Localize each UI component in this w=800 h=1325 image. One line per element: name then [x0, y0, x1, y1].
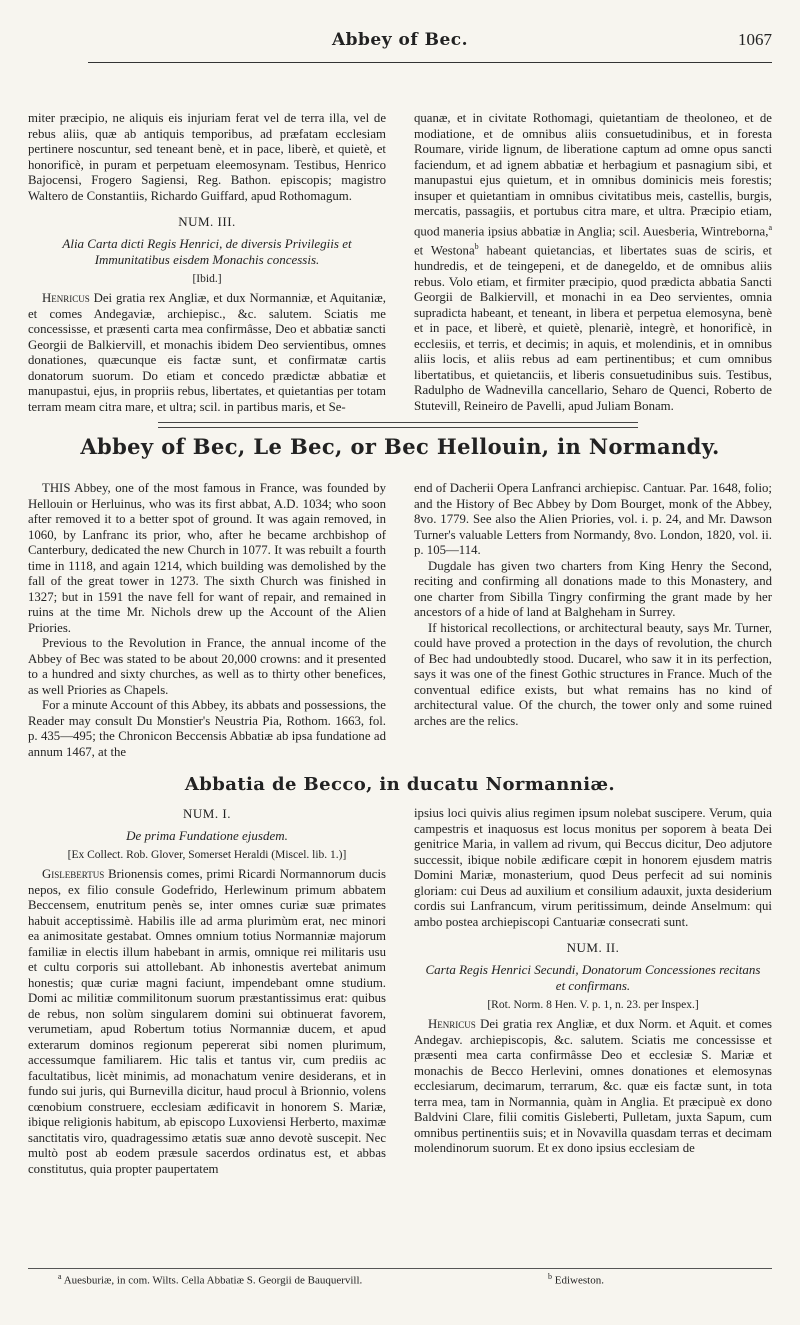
- section-divider: [158, 422, 638, 428]
- charter-source: [Ex Collect. Rob. Glover, Somerset Heraldi (Miscel. lib. 1.)]: [67, 848, 347, 861]
- right-column: [414, 806, 772, 1177]
- running-title: Abbey of Bec.: [331, 30, 469, 50]
- footnote-a: [28, 1272, 478, 1287]
- footnote-text: Ediweston.: [554, 1274, 604, 1287]
- left-column: [28, 806, 386, 1177]
- lead-word: Henricus: [428, 1017, 476, 1031]
- charter-continuation-section: [28, 111, 772, 415]
- charter-number: NUM. I.: [183, 806, 231, 821]
- paragraph-text: Dei gratia rex Angliæ, et dux Normanniæ, et Aquitaniæ, et comes Andegaviæ, archiepisc., &c. salutem. Sciatis me concessisse, et præsenti carta mea confirmâsse, Deo et abbatiæ sancti Georgii de Balkiervill, et monachis ibidem Deo servientibus, omnes donationes, quæcunque eis factæ sunt, et confirmatæ cartis donatorum suorum. Do etiam et concedo prædictæ abbatiæ et manupastui, ejus, in propriis rebus, libertates, et quietantias per totam terram meam citra mare, et ultra; scil. in partibus maris, et Se-: [28, 291, 386, 414]
- running-head: [28, 26, 772, 66]
- paragraph-text: et Westona: [414, 243, 475, 258]
- footnote-text: Auesburiæ, in com. Wilts. Cella Abbatiæ S. Georgii de Bauquervill.: [63, 1274, 363, 1287]
- paragraph: For a minute Account of this Abbey, its abbats and possessions, the Reader may consult Du Monstier's Neustria Pia, Rothom. 1663, fol. p. 435—495; the Chronicon Beccensis Abbatiæ ab ipsa fundatione ad annum 1467, at the: [28, 698, 386, 759]
- page-number: 1067: [738, 30, 772, 49]
- header-rule: [88, 62, 772, 63]
- charter-title: Alia Carta dicti Regis Henrici, de diversis Privilegiis et Immunitatibus eisdem Monachis concessis.: [62, 235, 352, 267]
- paragraph: [414, 1017, 772, 1157]
- paragraph: If historical recollections, or architectural beauty, says Mr. Turner, could have proved a protection in the days of revolution, the church of Bec had undoubtedly stood. Ducarel, who saw it in its perfection, says it was one of the finest Gothic structures in France. Much of the conventual edifice exists, but what remains has no kind of architectural value. Of the church, the tower only and some ruined arches are the relics.: [414, 620, 772, 728]
- book-page: [28, 0, 772, 1325]
- paragraph: Previous to the Revolution in France, the annual income of the Abbey of Bec was stated to be about 20,000 crowns: and it presented to a hundred and sixty churches, as well as to thirty other benefices, as well Priories as Chapels.: [28, 636, 386, 697]
- paragraph: [28, 867, 386, 1177]
- paragraph-text: Brionensis comes, primi Ricardi Normannorum ducis nepos, ex filio consule Godefrido, Herlewinum primum abbatem Beccensem, enutritum penès se, inter omnes curiæ suæ primates habuit acceptissimè. Habilis ille ad arma plurimùm erat, nec minori ea animositate gestabat. Omnes omnium totius Normanniæ majorum familiæ in electis illum habebant in armis, omnique rei militaris usu et cultu corporis sui attollebant. Ab inhonestis avertebat animum honestis; quæ curiæ magni faciunt, impendebant omne studium. Domi ac militiæ commilitonum suorum præstantissimus erat: quibus de rebus, non solùm singularem domini sui obtinuerat favorem, verumetiam, apud Robertum totius Normanniæ ducem, et apud exterarum dominos regionum pepererat sibi nomen plurimum, accessumque familiarem. Hic talis et tantus vir, cum prediis ac facultatibus, licèt minimis, ad monachatum venire desiderans, et in fundo sui juris, qui Burnevilla dicitur, haud procul à Brionnio, volens cœnobium construere, ecclesiam ædificavit in honorem S. Mariæ, ibique religionis habitum, ab episcopo Luxoviensi Herberto, maximæ sanctitatis viro, quadragessimo ætatis suæ anno devotè suscepit. Nec multò post ab eodem præsule sacerdos ordinatus est, et abbas constitutus, quia propter paupertatem: [28, 867, 386, 1176]
- lead-word: Gislebertus: [42, 867, 105, 881]
- paragraph: ipsius loci quivis alius regimen ipsum nolebat suscipere. Verum, quia campestris et inaquosus est locus monitus per soporem à beata Dei genitrice Maria, in vallem ad rivum, qui Beccus dicitur, Deo adjutore successit, ibique nobile ædificare cœpit in honorem ejusdem matris Domini Mariæ, monasterium, quod Deus perfecit ad sui nominis gloriam: cui Deus ad auxilium et consilium adauxit, juxta desiderium cordis sui Lanfrancum, virum peritissimum, deinde Anselmum: qui ambo postea archiepiscopi Cantuariæ consecrati sunt.: [414, 806, 772, 929]
- paragraph: end of Dacherii Opera Lanfranci archiepisc. Cantuar. Par. 1648, folio; and the History of Bec Abbey by Dom Bourget, monk of the Abbey, 8vo. 1779. See also the Alien Priories, vol. i. p. 24, and Mr. Dawson Turner's valuable Letters from Normandy, 8vo. London, 1820, vol. ii. p. 105—114.: [414, 481, 772, 557]
- left-column: [28, 481, 386, 760]
- paragraph: miter præcipio, ne aliquis eis injuriam ferat vel de terra illa, vel de rebus aliis, quæ ab antiquis temporibus, ad præfatam ecclesiam pertinere noscuntur, sed teneant benè, et in pace, liberè, et quietè, et honorificè, in puram et perpetuam eleemosynam. Testibus, Henrico Bajocensi, Frogero Sagiensi, Reg. Bathon. episcopis; magistro Waltero de Constantiis, Richardo Guiffard, apud Rothomagum.: [28, 111, 386, 203]
- abbatia-section: [28, 806, 772, 1177]
- left-column: [28, 111, 386, 415]
- paragraph: [28, 291, 386, 415]
- right-column: [414, 481, 772, 760]
- charter-title: Carta Regis Henrici Secundi, Donatorum Concessiones recitans et confirmans.: [425, 961, 761, 993]
- footnote-mark: b: [548, 1272, 552, 1281]
- footnote-ref: a: [768, 222, 772, 232]
- footnote-mark: a: [58, 1272, 62, 1281]
- charter-source: [Rot. Norm. 8 Hen. V. p. 1, n. 23. per Inspex.]: [487, 998, 699, 1011]
- charter-number: NUM. II.: [566, 940, 620, 955]
- paragraph-text: quanæ, et in civitate Rothomagi, quietantiam de theoloneo, et de modiatione, et de omnibus aliis consuetudinibus, et in foresta Roumare, viride lignum, de liberatione captum ad omne opus sancti faciendum, et ad ignem abbatiæ et herbagium et pasnagium sibi, et manupastui ejus quietum, et in omnibus dominicis meis forestis; insuper et quietantiam in omnibus civitatibus meis, castellis, burgis, mercatis, passagiis, et portubus citra mare, et ultra. Præcipio etiam, quod maneria ipsius abbatiæ in Anglia; scil. Auesberia, Wintreborna,: [414, 111, 772, 238]
- footnotes: [28, 1268, 772, 1287]
- charter-number: NUM. III.: [178, 214, 236, 229]
- paragraph: Dugdale has given two charters from King Henry the Second, reciting and confirming all donations made to this Monastery, and one charter from Sibilla Tingry confirming the grant made by her ancestors of a hide of land at Balgheham in Surrey.: [414, 558, 772, 619]
- charter-title: De prima Fundatione ejusdem.: [126, 827, 288, 843]
- paragraph-text: habeant quietancias, et libertates suas de sciris, et hundredis, et de teingepeni, et de danegeldo, et de omnibus aliis rebus. Volo etiam, et firmiter præcipio, quod prædicta abbatia Sancti Georgii de Balkiervill, et monachi in ea Deo servientes, omnia supradicta habeant, et teneant, in libera et perpetua elemosyna, benè et in pace, et liberè, et quietè, plenariè, integrè, et honorificè, in ecclesiis, et terris, et decimis; in aquis, et molendinis, et in omnibus aliis locis, et aliis rebus ad eam pertinentibus; et cum omnibus libertatibus, et quietanciis, et liberis consuetudinibus suis. Testibus, Radulpho de Wadnevilla cancellario, Seharo de Quenci, Roberto de Stutevill, Reineiro de Pavelli, apud Juliam Bonam.: [414, 243, 772, 413]
- lead-word: Henricus: [42, 291, 90, 305]
- bec-history-section: [28, 481, 772, 760]
- paragraph-text: Dei gratia rex Angliæ, et dux Norm. et Aquit. et comes Andegav. archiepiscopis, &c. salutem. Sciatis me concessisse et præsenti mea carta confirmâsse Deo et ecclesiæ S. Mariæ et monachis de Becco Herlevini, omnes donationes et elemosynas ecclesiarum, decimarum, terrarum, &c. quæ eis factæ sunt, in tota terra mea, tam in Normannia, quàm in Anglia. Et præcipuè ex dono Baldvini Clare, filii comitis Gisleberti, Pulletam, juxta Sapum, cum omnibus pertinentiis suis; et in Novavilla quasdam terras et decimam molendinorum suorum. Et ex dono ipsius ecclesiam de: [414, 1017, 772, 1155]
- section-heading: Abbatia de Becco, in ducatu Normanniæ.: [184, 774, 616, 795]
- footnote-b: [548, 1272, 604, 1287]
- section-heading: Abbey of Bec, Le Bec, or Bec Hellouin, in Normandy.: [80, 434, 720, 459]
- paragraph: THIS Abbey, one of the most famous in France, was founded by Hellouin or Herluinus, who was its first abbat, A.D. 1034; who soon after removed it to a better spot of ground. It was again removed, in 1060, by Lanfranc its prior, who, after he became archbishop of Canterbury, dedicated the new Church in 1077. It was rebuilt a fourth time in 1118, and again 1214, which building was demolished by the fall of the great tower in 1273. The sixth Church was finished in 1327; but in 1591 the nave fell for want of repair, and remained in ruins at the time Mr. Nichols drew up the Account of the Alien Priories.: [28, 481, 386, 635]
- paragraph: [414, 111, 772, 414]
- right-column: [414, 111, 772, 415]
- footnote-ref: b: [474, 242, 479, 252]
- charter-source: [Ibid.]: [192, 272, 222, 285]
